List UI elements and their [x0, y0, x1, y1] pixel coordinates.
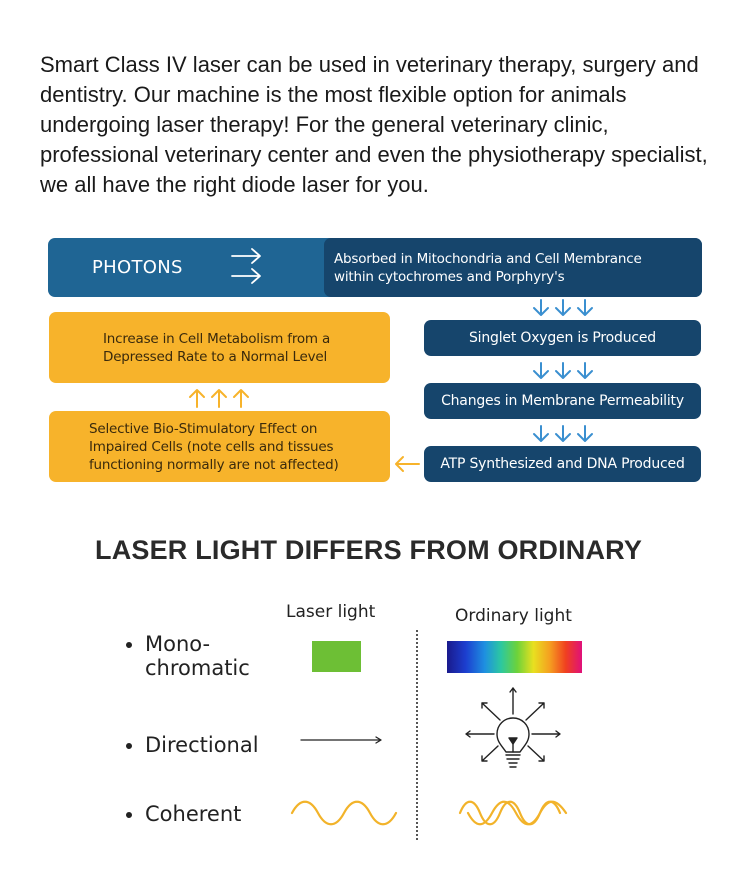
up-arrows-icon: [184, 387, 254, 409]
down-arrows-icon: [528, 298, 598, 318]
coherent-row-label: [126, 802, 241, 826]
absorbed-box: [324, 238, 702, 297]
bio-line-3: functioning normally are not affected): [89, 456, 339, 473]
rainbow-spectrum-swatch: [447, 641, 582, 673]
bio-line-2: Impaired Cells (note cells and tissues: [89, 438, 334, 455]
light-bulb-icon: [462, 686, 564, 776]
directional-row-label: [126, 733, 259, 757]
ordinary-light-header: Ordinary light: [455, 606, 572, 626]
straight-arrow-icon: [300, 734, 384, 746]
singlet-oxygen-box: [424, 320, 701, 356]
overlapping-waves-icon: [458, 796, 570, 830]
bio-line-1: Selective Bio-Stimulatory Effect on: [89, 420, 318, 437]
directional-label: Directional: [145, 733, 259, 757]
membrane-permeability-label: Changes in Membrane Permeability: [441, 393, 684, 409]
down-arrows-icon: [528, 424, 598, 444]
photons-label: PHOTONS: [92, 257, 183, 278]
single-wave-icon: [290, 796, 400, 830]
bullet-dot: [126, 743, 132, 749]
column-divider: [416, 630, 418, 840]
left-arrow-icon: [392, 455, 422, 473]
atp-label: ATP Synthesized and DNA Produced: [440, 456, 685, 472]
intro-paragraph: Smart Class IV laser can be used in veterinary therapy, surgery and dentistry. Our machine is the most flexible option for animals undergoing laser therapy! For the general veterinary clinic, professional veterinary center and even the physiotherapy specialist, we all have the right diode laser for you.: [40, 52, 708, 197]
comparison-heading: LASER LIGHT DIFFERS FROM ORDINARY: [95, 535, 643, 565]
membrane-permeability-box: [424, 383, 701, 419]
bio-stimulatory-box: [49, 411, 390, 482]
laser-green-swatch: [312, 641, 361, 672]
coherent-label: Coherent: [145, 802, 242, 826]
singlet-oxygen-label: Singlet Oxygen is Produced: [469, 330, 656, 346]
down-arrows-icon: [528, 361, 598, 381]
absorbed-line-2: within cytochromes and Porphyry's: [334, 268, 565, 285]
bullet-dot: [126, 642, 132, 648]
absorbed-line-1: Absorbed in Mitochondria and Cell Membrance: [334, 250, 642, 267]
monochromatic-label: Mono- chromatic: [145, 632, 250, 680]
photons-arrows-icon: [228, 245, 268, 289]
atp-box: [424, 446, 701, 482]
laser-light-header: Laser light: [286, 602, 376, 622]
metabolism-line-2: Depressed Rate to a Normal Level: [103, 348, 328, 365]
bullet-dot: [126, 812, 132, 818]
monochromatic-row-label: [126, 632, 250, 680]
cell-metabolism-box: [49, 312, 390, 383]
metabolism-line-1: Increase in Cell Metabolism from a: [103, 330, 331, 347]
